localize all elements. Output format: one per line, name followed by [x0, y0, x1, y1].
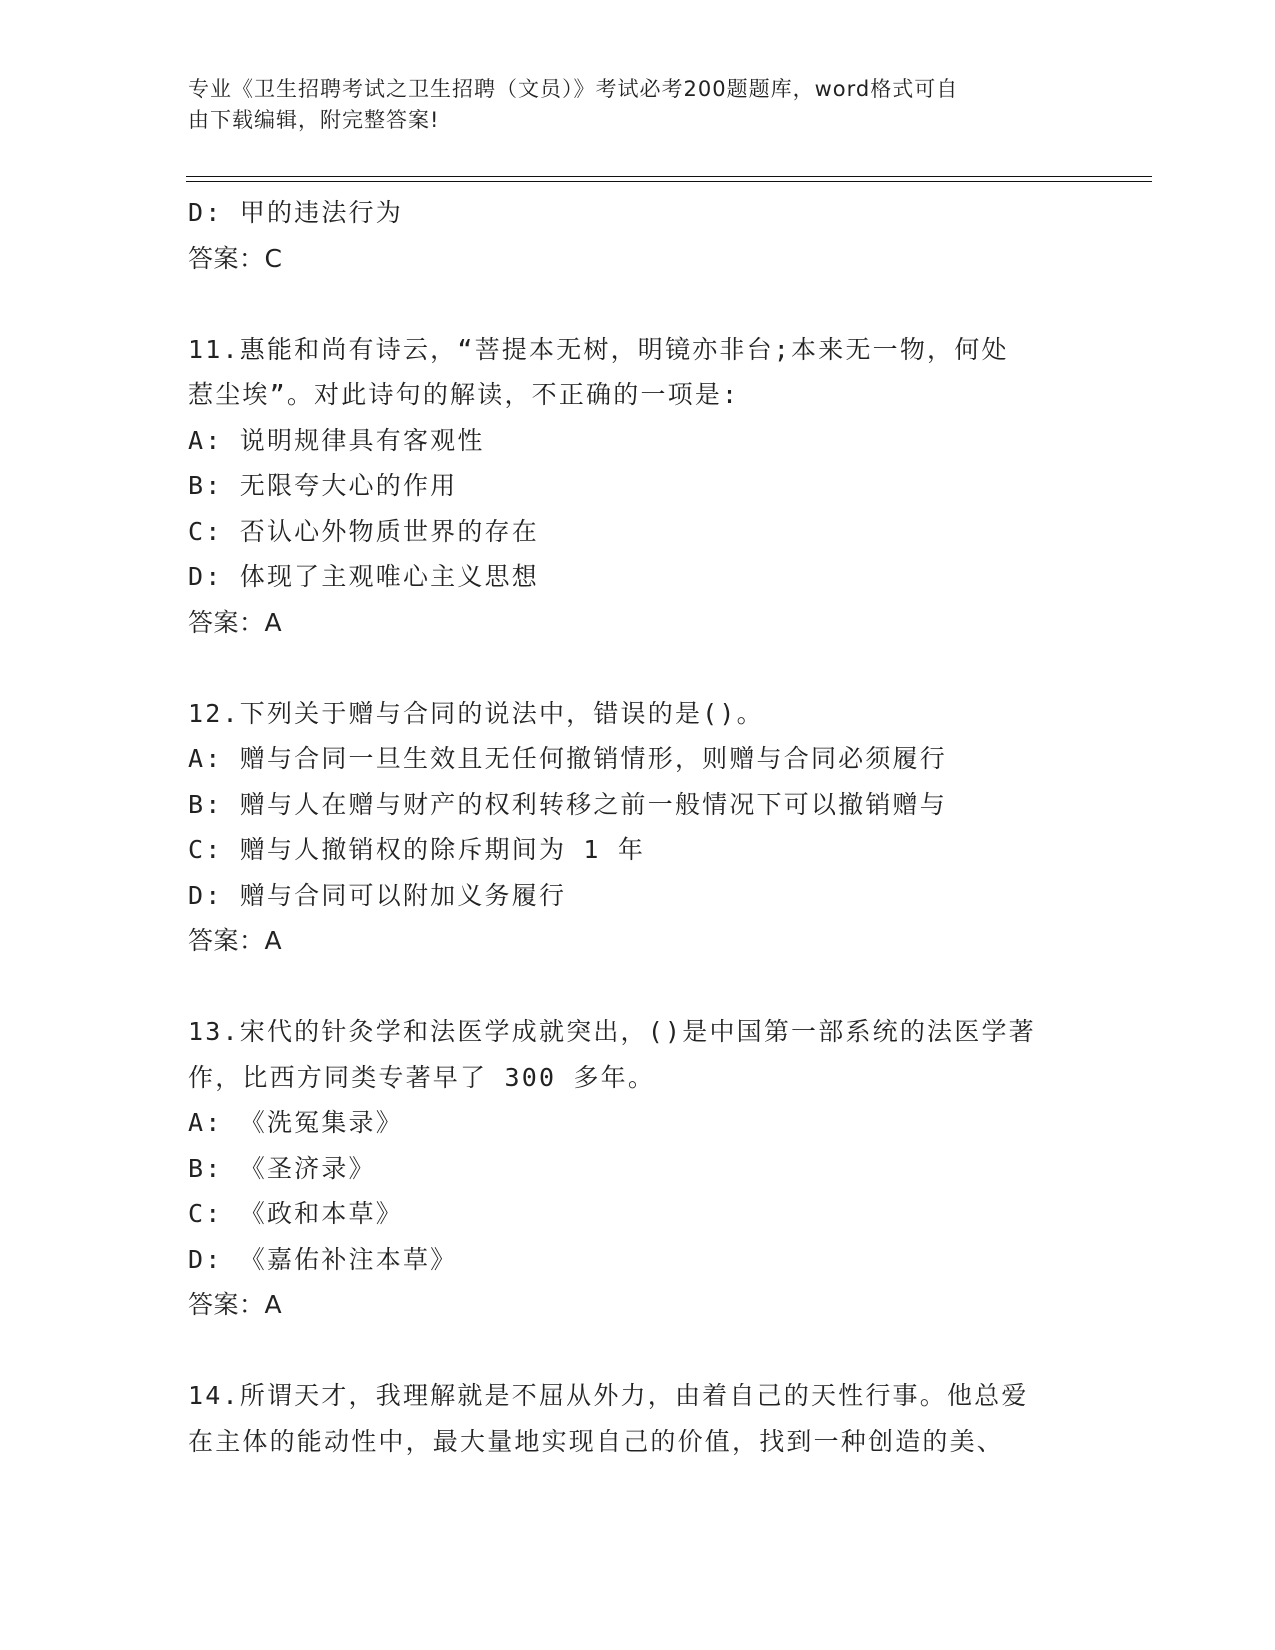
option-d: D: 《嘉佑补注本草》 [188, 1244, 458, 1274]
option-a: A: 赠与合同一旦生效且无任何撤销情形，则赠与合同必须履行 [188, 744, 947, 773]
spacer [188, 645, 1088, 691]
question-stem-line: 作，比西方同类专著早了 300 多年。 [188, 1062, 656, 1092]
carryover-answer: 答案：C [188, 243, 283, 273]
carryover-option-d: D: 甲的违法行为 [188, 198, 403, 227]
answer-line: 答案：A [188, 607, 283, 637]
question-12 [188, 691, 1088, 964]
option-a: A: 说明规律具有客观性 [188, 425, 485, 455]
option-c: C: 《政和本草》 [188, 1199, 403, 1228]
option-b: B: 无限夸大心的作用 [188, 471, 458, 500]
option-c: C: 赠与人撤销权的除斥期间为 1 年 [188, 835, 646, 864]
question-stem-line: 14.所谓天才，我理解就是不屈从外力，由着自己的天性行事。他总爱 [188, 1381, 1029, 1410]
option-b: B: 赠与人在赠与财产的权利转移之前一般情况下可以撤销赠与 [188, 789, 947, 819]
question-13 [188, 1009, 1088, 1328]
question-14 [188, 1373, 1088, 1464]
header-divider-bottom [186, 181, 1152, 182]
option-d: D: 赠与合同可以附加义务履行 [188, 880, 567, 910]
question-stem-line: 在主体的能动性中，最大量地实现自己的价值，找到一种创造的美、 [188, 1426, 1005, 1456]
option-d: D: 体现了主观唯心主义思想 [188, 562, 539, 591]
option-c: C: 否认心外物质世界的存在 [188, 516, 539, 546]
question-stem-line: 12.下列关于赠与合同的说法中，错误的是()。 [188, 698, 764, 728]
question-11 [188, 327, 1088, 646]
header-divider-top [186, 176, 1152, 177]
question-stem-line: 11.惠能和尚有诗云，“菩提本无树，明镜亦非台;本来无一物，何处 [188, 334, 1009, 364]
spacer [188, 1328, 1088, 1374]
document-body [188, 190, 1088, 1464]
document-header [188, 74, 1088, 136]
question-stem-line: 惹尘埃”。对此诗句的解读，不正确的一项是: [188, 380, 740, 409]
spacer [188, 964, 1088, 1010]
option-a: A: 《洗冤集录》 [188, 1108, 403, 1137]
answer-line: 答案：A [188, 1290, 283, 1319]
option-b: B: 《圣济录》 [188, 1153, 376, 1183]
header-title-line-1: 专业《卫生招聘考试之卫生招聘（文员）》考试必考200题题库，word格式可自 [188, 77, 959, 101]
header-title-line-2: 由下载编辑，附完整答案! [188, 108, 440, 132]
question-stem-line: 13.宋代的针灸学和法医学成就突出，()是中国第一部系统的法医学著 [188, 1017, 1036, 1046]
answer-line: 答案：A [188, 926, 283, 955]
spacer [188, 281, 1088, 327]
